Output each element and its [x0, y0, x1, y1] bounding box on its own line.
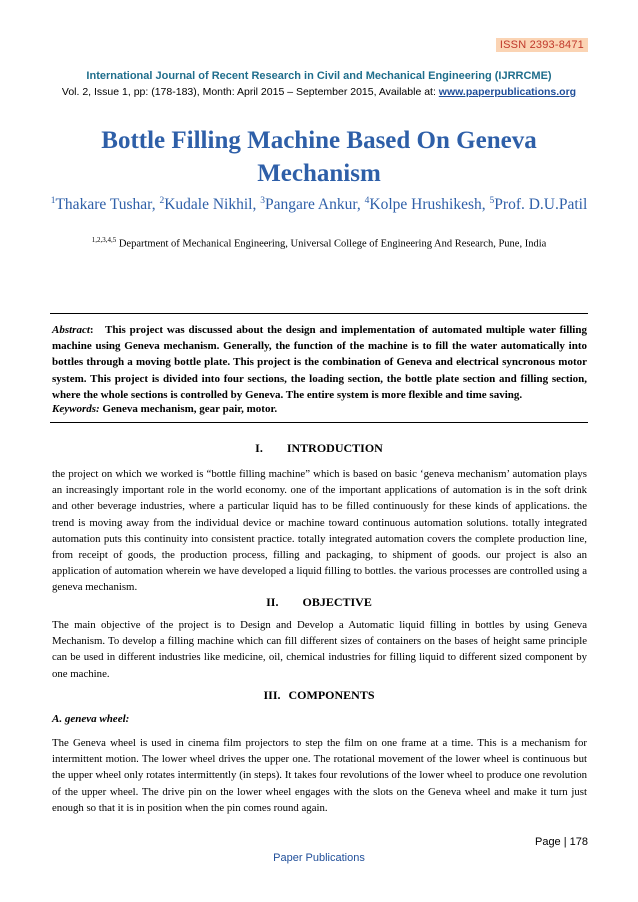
section-number: II. [266, 595, 279, 609]
section-heading-objective [0, 595, 638, 610]
author-name: Kudale Nikhil, [164, 196, 261, 214]
author-sup: 1 [50, 196, 56, 206]
section-number: I. [255, 441, 263, 455]
section-number: III. [263, 688, 281, 702]
abstract-text: This project was discussed about the design and implementation of automated multiple water filling machine using Geneva mechanism. Generally, the function of the machine is to fill the water automatically into bottles through a moving bottle plate. This project is the combination of Geneva and electrical syncronous motor system. This project is divided into four sections, the loading section, the bottle plate section and filling section, where the whole sections is controlled by Geneva. The entire system is more flexible and time saving. [52, 324, 587, 401]
section-title: OBJECTIVE [302, 595, 372, 609]
journal-url-link[interactable]: www.paperpublications.org [438, 86, 577, 98]
author-name: Pangare Ankur, [264, 196, 365, 214]
journal-name: International Journal of Recent Research in Civil and Mechanical Engineering (IJRRCME) [86, 70, 552, 82]
author-sup: 2 [159, 196, 165, 206]
author-sup: 4 [364, 196, 370, 206]
affiliation [0, 236, 638, 250]
abstract-block: Abstract: This project was discussed about the design and implementation of automated multiple water filling machine using Geneva mechanism. Generally, the function of the machine is to fill the water automatically into bottles through a moving bottle plate. This project is the combination of Geneva and electrical syncronous motor system. This project is divided into four sections, the loading section, the bottle plate section and filling section, where the whole sections is controlled by Geneva. The entire system is more flexible and time saving. [52, 324, 587, 401]
volume-text: Vol. 2, Issue 1, pp: (178-183), Month: April 2015 – September 2015, Available at: [61, 86, 436, 98]
objective-paragraph: The main objective of the project is to Design and Develop a Automatic liquid filling in bottles by using Geneva Mechanism. To develop a filling machine which can fill different sizes of containers on the bases of height same principle can be used in different industries like medicine, oil, chemical industries for filling liquid to different sized component by one machine. [52, 619, 587, 680]
introduction-paragraph: the project on which we worked is “bottle filling machine” which is based on basic ‘geneva mechanism’ automation plays an increasingly important role in the world economy. one of the important applications of automation is in the soft drink and other beverage industries, where a particular liquid has to be filled continuously for these kinds of applications. the trend is moving away from the individual device or machine toward continuous automation solutions. totally integrated automation puts this continuity into consistent practice. totally integrated automation covers the complete production line, from receipt of goods, the production process, filling and packaging, to shipment of goods. our project is also an application of automation wherein we have developed a liquid filling to bottles. the various processes are controlled using a geneva mechanism. [52, 468, 587, 594]
abstract-bottom-divider [50, 422, 588, 423]
keywords-label: Keywords: [52, 403, 100, 415]
author-sup: 5 [489, 196, 495, 206]
page-number: Page | 178 [534, 836, 588, 848]
abstract-label: Abstract [52, 324, 90, 336]
keywords-block [52, 403, 587, 415]
abstract-top-divider [50, 313, 588, 314]
section-heading-introduction [0, 441, 638, 456]
volume-info [0, 86, 638, 98]
author-name: Kolpe Hrushikesh, [369, 196, 490, 214]
subsection-heading-geneva-wheel: A. geneva wheel: [52, 713, 130, 725]
paper-title: Bottle Filling Machine Based On Geneva Mechanism [101, 127, 537, 187]
section-title: INTRODUCTION [286, 441, 383, 455]
author-name: Thakare Tushar, [55, 196, 160, 214]
affiliation-sup: 1,2,3,4,5 [91, 236, 117, 244]
author-sup: 3 [260, 196, 265, 206]
affiliation-text: Department of Mechanical Engineering, Universal College of Engineering And Research, Pune, India [116, 238, 547, 250]
publisher-footer: Paper Publications [273, 852, 365, 864]
geneva-wheel-paragraph: The Geneva wheel is used in cinema film projectors to step the film on one frame at a time. This is a mechanism for intermittent motion. The lower wheel drives the upper one. The rotational movement of the lower wheel is continuous but the upper wheel only rotates intermittently (in steps). It takes four revolutions of the lower wheel to produce one revolution of the upper wheel. The drive pin on the lower wheel engages with the slots on the Geneva wheel and make it turn just enough so that it is in position when the pin comes round again. [52, 737, 587, 814]
author-list [0, 196, 638, 214]
author-name: Prof. D.U.Patil [494, 196, 588, 214]
issn-label: ISSN 2393-8471 [496, 38, 588, 52]
section-title: COMPONENTS [288, 688, 375, 702]
keywords-text: Geneva mechanism, gear pair, motor. [102, 403, 278, 415]
section-heading-components [0, 688, 638, 703]
